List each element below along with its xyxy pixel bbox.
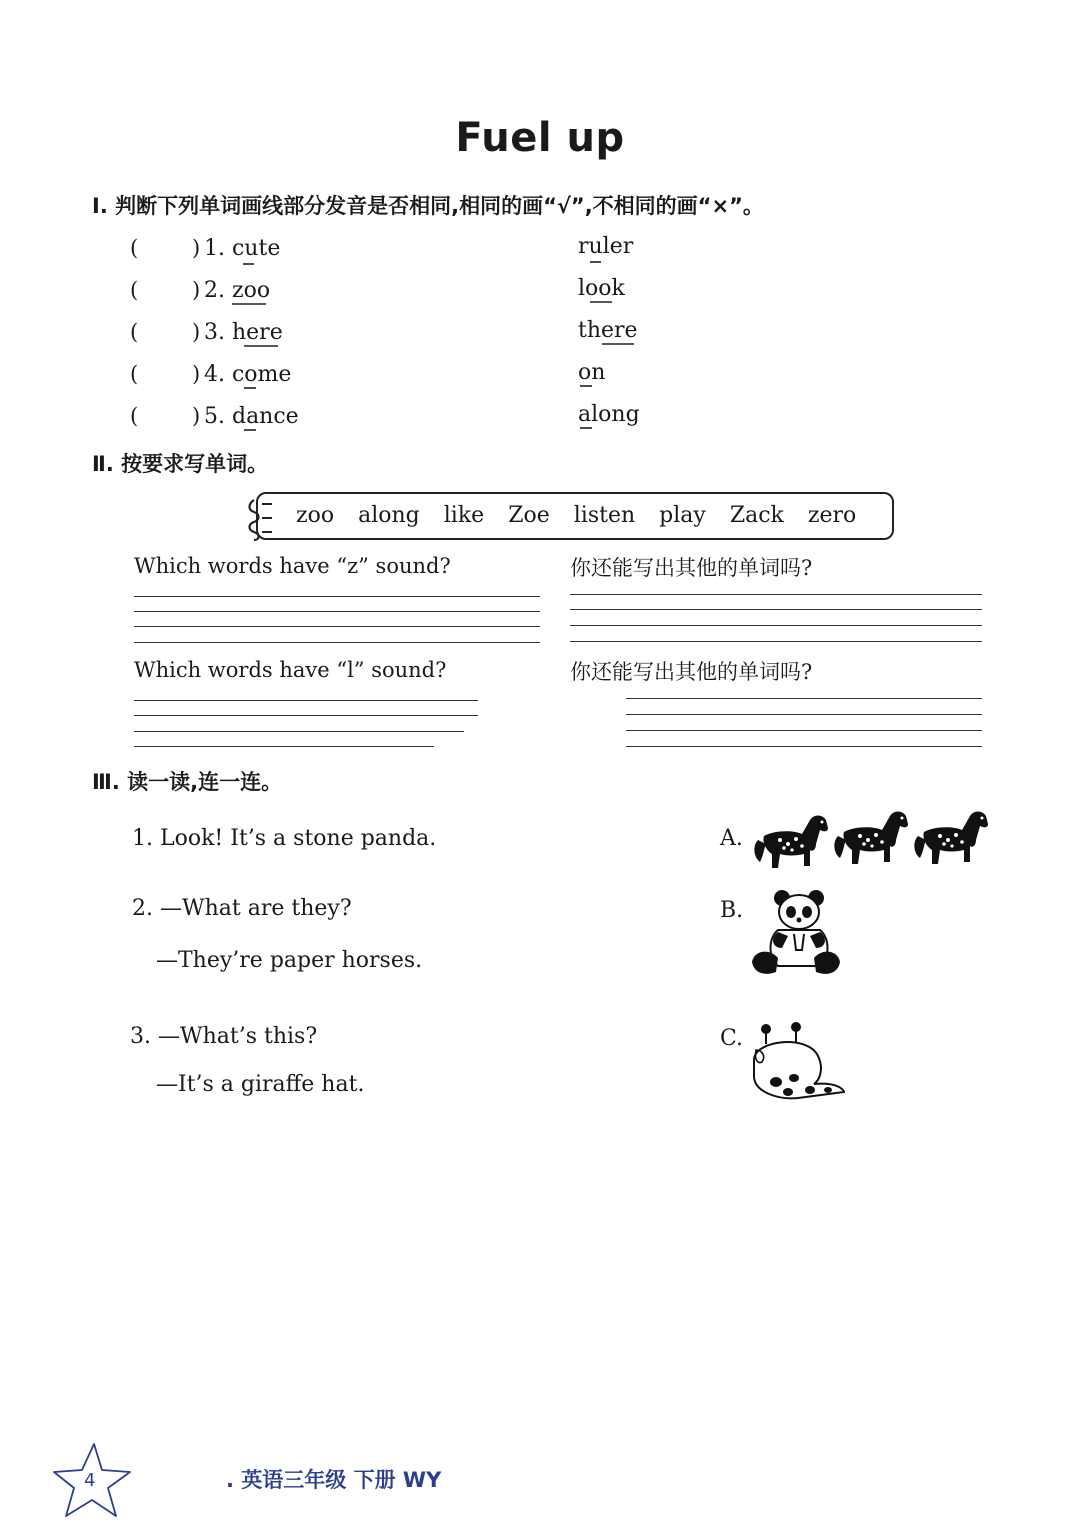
word-bank-item: play [659,503,706,528]
sentence-3-q: 3. —What’s this? [130,1024,318,1049]
answer-paren-close: ) [192,404,201,428]
writing-line [134,731,464,732]
underline-marks [0,0,1080,460]
writing-line [626,714,982,715]
word-left-4: 4. come [204,362,292,387]
word-bank-item: along [358,503,420,528]
answer-paren-close: ) [192,362,201,386]
option-a-label: A. [720,826,743,851]
sentence-1: 1. Look! It’s a stone panda. [132,826,437,851]
scroll-icon [244,496,278,542]
writing-line [134,626,540,627]
word-right-2: look [578,276,625,301]
paper-horses-image [750,806,990,876]
writing-line [134,596,540,597]
writing-line [626,746,982,747]
question-more-words-1: 你还能写出其他的单词吗? [570,556,813,580]
option-b-label: B. [720,898,744,923]
horse-icon [754,816,828,869]
word-left-3: 3. here [204,320,283,345]
horse-icon [914,812,988,865]
writing-line [570,625,982,626]
option-c-label: C. [720,1026,744,1051]
page-number: 4 [84,1470,96,1491]
word-bank-item: Zoe [508,503,550,528]
stone-panda-image [748,888,844,980]
sentence-3-a: —It’s a giraffe hat. [156,1072,365,1097]
sentence-2-a: —They’re paper horses. [156,948,423,973]
writing-line [134,746,434,747]
writing-line [134,642,540,643]
word-left-2: 2. zoo [204,278,271,303]
answer-paren-open: ( [130,362,139,386]
word-bank [296,503,880,528]
answer-paren-open: ( [130,404,139,428]
word-bank-item: listen [573,503,636,528]
word-right-1: ruler [578,234,634,259]
answer-paren-open: ( [130,278,139,302]
answer-paren-open: ( [130,320,139,344]
section-2-heading: Ⅱ. 按要求写单词。 [92,452,269,476]
giraffe-hat-image [748,1020,848,1108]
question-z-sound: Which words have “z” sound? [134,554,451,578]
word-bank-item: Zack [729,503,784,528]
answer-paren-close: ) [192,320,201,344]
question-l-sound: Which words have “l” sound? [134,658,447,682]
answer-paren-close: ) [192,236,201,260]
word-right-3: there [578,318,638,343]
page-title: Fuel up [455,115,625,161]
word-right-5: along [578,402,640,427]
word-right-4: on [578,360,606,385]
answer-paren-open: ( [130,236,139,260]
word-bank-item: zero [807,503,857,528]
section-3-heading: Ⅲ. 读一读,连一连。 [92,770,283,794]
word-bank-item: zoo [296,503,335,528]
writing-line [570,609,982,610]
writing-line [570,594,982,595]
writing-line [134,611,540,612]
word-bank-item: like [443,503,485,528]
writing-line [570,641,982,642]
writing-line [134,700,478,701]
book-title: . 英语三年级 下册 WY [226,1468,442,1492]
horse-icon [834,812,908,865]
writing-line [134,715,478,716]
answer-paren-close: ) [192,278,201,302]
word-left-1: 1. cute [204,236,281,261]
writing-line [626,730,982,731]
question-more-words-2: 你还能写出其他的单词吗? [570,660,813,684]
writing-line [626,698,982,699]
sentence-2-q: 2. —What are they? [132,896,352,921]
section-1-heading: Ⅰ. 判断下列单词画线部分发音是否相同,相同的画“√”,不相同的画“×”。 [92,194,764,218]
word-left-5: 5. dance [204,404,299,429]
